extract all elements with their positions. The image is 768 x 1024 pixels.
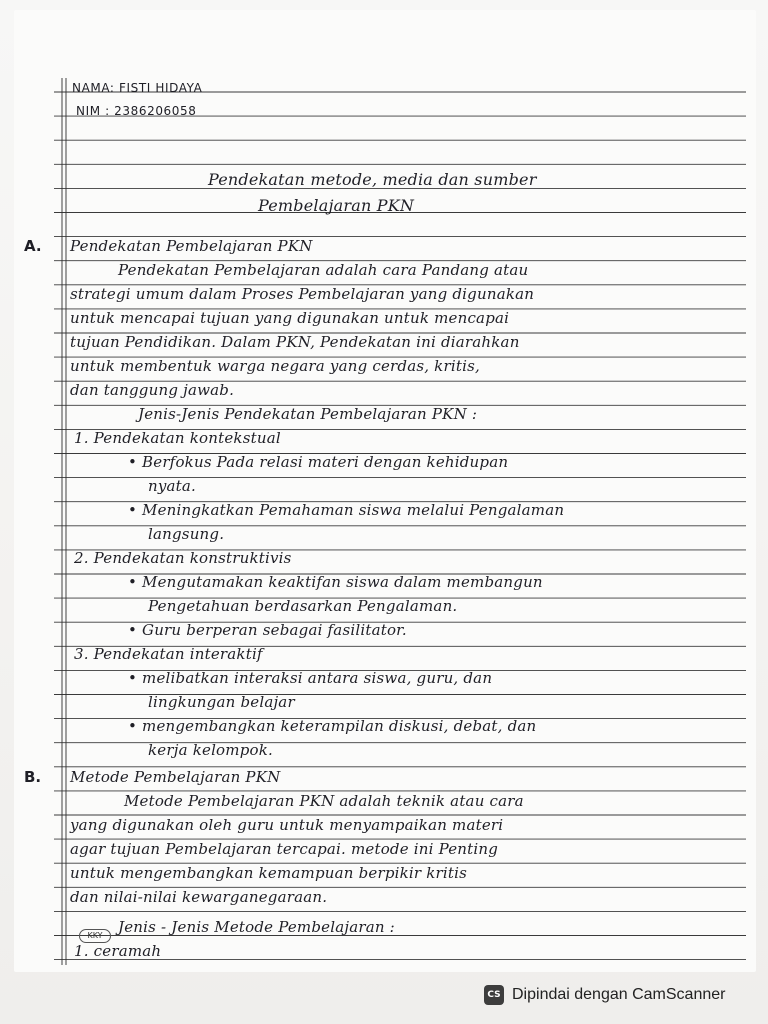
list-item: kerja kelompok.	[148, 741, 274, 759]
camscanner-logo-icon: CS	[484, 985, 504, 1005]
section-b-paragraph-line: yang digunakan oleh guru untuk menyampaikan materi	[70, 816, 504, 834]
list-item: 1. Pendekatan kontekstual	[74, 429, 281, 447]
list-item: • Guru berperan sebagai fasilitator.	[128, 621, 407, 639]
student-name: NAMA: FISTI HIDAYA	[72, 81, 203, 95]
list-item: • mengembangkan keterampilan diskusi, debat, dan	[128, 717, 537, 735]
section-b-paragraph-line: dan nilai-nilai kewarganegaraan.	[70, 888, 328, 906]
section-b-paragraph-line: untuk mengembangkan kemampuan berpikir kritis	[70, 864, 468, 882]
section-a-heading: Pendekatan Pembelajaran PKN	[70, 237, 313, 255]
section-a-paragraph-line: untuk membentuk warga negara yang cerdas, kritis,	[70, 357, 480, 375]
section-a-paragraph-line: untuk mencapai tujuan yang digunakan untuk mencapai	[70, 309, 510, 327]
section-b-paragraph-line: agar tujuan Pembelajaran tercapai. metode ini Penting	[70, 840, 499, 858]
list-item: langsung.	[148, 525, 225, 543]
page-number-stamp: KKY	[79, 929, 111, 943]
section-a-paragraph-line: dan tanggung jawab.	[70, 381, 235, 399]
page-title-line-2: Pembelajaran PKN	[258, 196, 415, 215]
page-title-line-1: Pendekatan metode, media dan sumber	[208, 170, 537, 189]
section-b-types-heading: Jenis - Jenis Metode Pembelajaran :	[118, 918, 395, 936]
camscanner-watermark	[484, 985, 725, 1005]
list-item: 3. Pendekatan interaktif	[74, 645, 263, 663]
section-a-paragraph-line: Pendekatan Pembelajaran adalah cara Pandang atau	[118, 261, 529, 279]
section-b-paragraph-line: Metode Pembelajaran PKN adalah teknik atau cara	[124, 792, 524, 810]
section-a-paragraph-line: strategi umum dalam Proses Pembelajaran yang digunakan	[70, 285, 535, 303]
section-a-types-heading: Jenis-Jenis Pendekatan Pembelajaran PKN :	[138, 405, 478, 423]
section-b-marker: B.	[24, 768, 42, 786]
list-item: nyata.	[148, 477, 197, 495]
watermark-text: Dipindai dengan CamScanner	[512, 986, 726, 1003]
section-a-paragraph-line: tujuan Pendidikan. Dalam PKN, Pendekatan ini diarahkan	[70, 333, 520, 351]
list-item: • Berfokus Pada relasi materi dengan kehidupan	[128, 453, 509, 471]
list-item: Pengetahuan berdasarkan Pengalaman.	[148, 597, 458, 615]
section-b-heading: Metode Pembelajaran PKN	[70, 768, 281, 786]
list-item: lingkungan belajar	[148, 693, 295, 711]
section-a-marker: A.	[24, 237, 42, 255]
student-nim: NIM : 2386206058	[76, 104, 197, 118]
list-item: 1. ceramah	[74, 942, 162, 960]
list-item: • Meningkatkan Pemahaman siswa melalui Pengalaman	[128, 501, 565, 519]
list-item: 2. Pendekatan konstruktivis	[74, 549, 292, 567]
list-item: • melibatkan interaksi antara siswa, guru, dan	[128, 669, 493, 687]
list-item: • Mengutamakan keaktifan siswa dalam membangun	[128, 573, 543, 591]
notebook-paper	[14, 10, 756, 972]
